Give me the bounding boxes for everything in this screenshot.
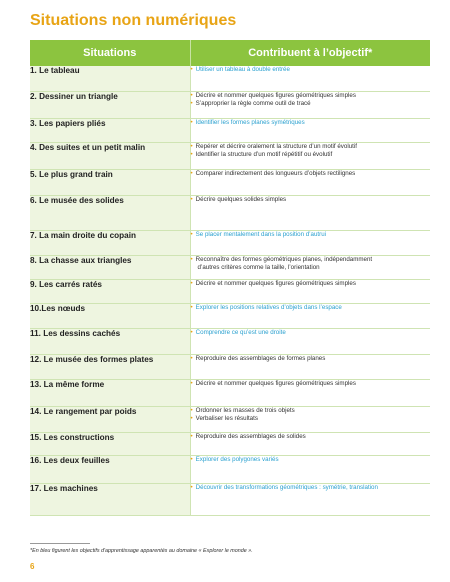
objective-text: Identifier la structure d’un motif répétitif ou évolutif: [195, 150, 333, 158]
situation-cell: 9. Les carrés ratés: [30, 279, 190, 303]
objective-text: Verbaliser les résultats: [195, 414, 258, 422]
objective-text: Comprendre ce qu’est une droite: [195, 328, 286, 336]
table-row: [30, 406, 430, 432]
objective-line: [191, 304, 431, 312]
objectives-cell: [190, 118, 430, 142]
objective-line: [191, 484, 431, 492]
objectives-cell: [190, 91, 430, 118]
situation-cell: 17. Les machines: [30, 483, 190, 515]
objective-line: [191, 280, 431, 288]
objectives-cell: [190, 303, 430, 328]
bullet-icon: •: [190, 414, 193, 422]
situation-cell: 12. Le musée des formes plates: [30, 354, 190, 379]
objective-text: Comparer indirectement des longueurs d’objets rectilignes: [195, 169, 356, 177]
bullet-icon: •: [190, 354, 193, 362]
table-row: [30, 303, 430, 328]
objective-text: Repérer et décrire oralement la structure d’un motif évolutif: [195, 142, 357, 150]
table-row: [30, 455, 430, 483]
table-row: [30, 169, 430, 195]
bullet-icon: •: [190, 255, 193, 263]
bullet-icon: •: [190, 99, 193, 107]
bullet-icon: •: [190, 195, 193, 203]
header-situations: Situations: [30, 40, 190, 66]
table-row: [30, 279, 430, 303]
footnote: *En bleu figurent les objectifs d'apprentissage apparentés au domaine « Explorer le monde ».: [30, 548, 253, 554]
table-row: [30, 195, 430, 230]
bullet-icon: •: [190, 406, 193, 414]
bullet-icon: •: [190, 142, 193, 150]
objectives-cell: [190, 142, 430, 169]
objective-text: Utiliser un tableau à double entrée: [195, 66, 290, 73]
objective-line: [191, 196, 431, 204]
objectives-cell: [190, 328, 430, 354]
objectives-cell: [190, 255, 430, 279]
objective-text: Explorer des polygones variés: [195, 455, 279, 463]
objectives-cell: [190, 455, 430, 483]
situations-table: [30, 40, 430, 516]
situation-cell: 6. Le musée des solides: [30, 195, 190, 230]
bullet-icon: •: [190, 118, 193, 126]
objective-line: [191, 92, 431, 100]
situation-cell: 11. Les dessins cachés: [30, 328, 190, 354]
objectives-cell: [190, 230, 430, 255]
bullet-icon: •: [190, 230, 193, 238]
objectives-cell: [190, 432, 430, 455]
objective-line: [191, 143, 431, 151]
objectives-cell: [190, 279, 430, 303]
objective-text: Ordonner les masses de trois objets: [195, 406, 295, 414]
situation-cell: 10.Les nœuds: [30, 303, 190, 328]
objective-line: [191, 170, 431, 178]
objective-line: [191, 231, 431, 239]
situation-cell: 13. La même forme: [30, 379, 190, 406]
bullet-icon: •: [190, 455, 193, 463]
objective-text: Identifier les formes planes symétriques: [195, 118, 305, 126]
situation-cell: 1. Le tableau: [30, 66, 190, 91]
table-row: [30, 255, 430, 279]
objective-line: [191, 380, 431, 388]
objective-line: [191, 415, 431, 423]
objective-text: Explorer les positions relatives d’objets dans l’espace: [195, 303, 342, 311]
footnote-rule: [30, 543, 90, 544]
objective-line: [191, 66, 431, 74]
situation-cell: 3. Les papiers pliés: [30, 118, 190, 142]
objective-line: [191, 119, 431, 127]
objective-text: Se placer mentalement dans la position d’autrui: [195, 230, 327, 238]
objective-text: d’autres critères comme la taille, l’orientation: [197, 263, 320, 271]
objective-text: Décrire et nommer quelques figures géométriques simples: [195, 379, 356, 387]
bullet-icon: •: [190, 303, 193, 311]
objectives-cell: [190, 406, 430, 432]
bullet-icon: •: [190, 432, 193, 440]
table-row: [30, 118, 430, 142]
situation-cell: 8. La chasse aux triangles: [30, 255, 190, 279]
table-row: [30, 483, 430, 515]
situation-cell: 5. Le plus grand train: [30, 169, 190, 195]
situation-cell: 14. Le rangement par poids: [30, 406, 190, 432]
situation-cell: 16. Les deux feuilles: [30, 455, 190, 483]
bullet-icon: •: [190, 328, 193, 336]
bullet-icon: •: [190, 91, 193, 99]
table-row: [30, 328, 430, 354]
situation-cell: 4. Des suites et un petit malin: [30, 142, 190, 169]
objective-text: Reproduire des assemblages de solides: [195, 432, 306, 440]
table-header-row: [30, 40, 430, 66]
objective-text: Reconnaître des formes géométriques planes, indépendamment: [195, 255, 373, 263]
page-title: Situations non numériques: [30, 12, 237, 29]
table-row: [30, 66, 430, 91]
objective-line: [191, 100, 431, 108]
objective-text: Décrire et nommer quelques figures géométriques simples: [195, 279, 356, 287]
objectives-cell: [190, 195, 430, 230]
objective-text: Décrire quelques solides simples: [195, 195, 287, 203]
objective-text: S’approprier la règle comme outil de tracé: [195, 99, 311, 107]
objectives-cell: [190, 483, 430, 515]
objectives-cell: [190, 66, 430, 91]
situation-cell: 15. Les constructions: [30, 432, 190, 455]
table-row: [30, 432, 430, 455]
objectives-cell: [190, 169, 430, 195]
objectives-cell: [190, 379, 430, 406]
objective-line: [191, 151, 431, 159]
bullet-icon: •: [190, 279, 193, 287]
objective-line: [191, 433, 431, 441]
objective-line: [191, 407, 431, 415]
table-row: [30, 142, 430, 169]
bullet-icon: •: [190, 150, 193, 158]
situation-cell: 7. La main droite du copain: [30, 230, 190, 255]
objective-text: Reproduire des assemblages de formes planes: [195, 354, 326, 362]
objective-line: [191, 456, 431, 464]
table-row: [30, 354, 430, 379]
bullet-icon: •: [190, 169, 193, 177]
objective-text: Découvrir des transformations géométriques : symétrie, translation: [195, 483, 378, 491]
bullet-icon: •: [190, 483, 193, 491]
objective-line: [191, 329, 431, 337]
bullet-icon: •: [190, 66, 193, 73]
header-objectives: Contribuent à l’objectif*: [190, 40, 430, 66]
objective-line: [191, 355, 431, 363]
page-number: 6: [30, 562, 35, 571]
bullet-icon: •: [190, 379, 193, 387]
objectives-cell: [190, 354, 430, 379]
objective-line: [191, 256, 431, 264]
objective-text: Décrire et nommer quelques figures géométriques simples: [195, 91, 356, 99]
table-row: [30, 91, 430, 118]
situation-cell: 2. Dessiner un triangle: [30, 91, 190, 118]
table-row: [30, 230, 430, 255]
objective-line: [191, 264, 431, 272]
table-row: [30, 379, 430, 406]
